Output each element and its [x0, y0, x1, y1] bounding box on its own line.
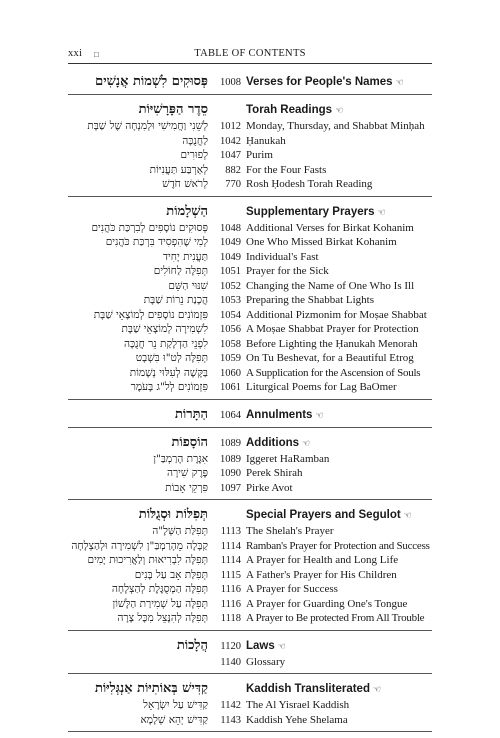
hebrew-title: לִפְנֵי הַדְלָקַת נֵר חֲנֻכָּה [124, 337, 208, 350]
toc-entry[interactable] [68, 699, 432, 714]
english-title: On Tu Beshevat, for a Beautiful Etrog [246, 352, 414, 364]
english-title: Before Lighting the Ḥanukah Menorah [246, 337, 418, 350]
toc-section [68, 101, 432, 197]
toc-entry[interactable] [68, 381, 432, 396]
page-ref: 1008 [220, 77, 241, 88]
page-ref: 1060 [220, 367, 241, 379]
toc-entry[interactable] [68, 656, 432, 671]
hebrew-title: הֲכָנַת נֵרוֹת שַׁבָּת [143, 294, 208, 306]
hebrew-title: בַּקָּשָׁה לְעִלּוּי נְשָׁמוֹת [129, 366, 208, 379]
english-title: Annulments [246, 408, 313, 421]
page-ref: 1118 [220, 613, 241, 624]
english-title: Kaddish Transliterated [246, 683, 370, 695]
toc-entry[interactable] [68, 540, 432, 555]
page-ref: 1056 [220, 324, 241, 335]
hebrew-title: תַּעֲנִית יָחִיד [162, 250, 208, 263]
page-title: TABLE OF CONTENTS [194, 48, 306, 59]
toc-entry[interactable] [68, 525, 432, 540]
english-title: Supplementary Prayers [246, 205, 375, 218]
page-ref: 1059 [220, 353, 241, 364]
toc-section-heading[interactable] [68, 506, 432, 525]
hebrew-title: לִשְׁמִירָה לְמוֹצָאֵי שַׁבָּת [121, 323, 208, 335]
english-title: Additions [246, 436, 300, 449]
hebrew-title: פִּזְמוֹנִים נוֹסָפִים לְמוֹצָאֵי שַׁבָּת [93, 308, 208, 321]
english-title: Rosh Ḥodesh Torah Reading [246, 178, 373, 190]
hebrew-title: לְפוּרִים [180, 149, 208, 161]
english-title: Ramban's Prayer for Protection and Success [246, 539, 430, 552]
page-ref: 1049 [220, 251, 241, 263]
toc-section-heading[interactable] [68, 637, 432, 656]
toc-entry[interactable] [68, 164, 432, 179]
english-title: Special Prayers and Segulot [246, 509, 401, 521]
hebrew-title: הוֹסָפוֹת [171, 434, 208, 450]
english-title: Monday, Thursday, and Shabbat Minḥah [246, 120, 425, 132]
page-ref: 1114 [220, 555, 241, 566]
page-ref: 1097 [220, 482, 241, 494]
toc-entry[interactable] [68, 352, 432, 367]
hebrew-title: אִגֶּרֶת הָרַמְבַּ"ן [153, 452, 208, 465]
english-title: A Prayer for Guarding One's Tongue [246, 597, 408, 610]
hebrew-title: פִּזְמוֹנִים לְל"ג בָּעֹמֶר [130, 381, 208, 393]
pointing-hand-icon: ☜ [302, 438, 311, 449]
english-title: A Prayer for Health and Long Life [246, 554, 399, 566]
page-ref: 1090 [220, 468, 241, 479]
english-title: Verses for People's Names [246, 76, 393, 88]
toc-section [68, 637, 432, 675]
hebrew-title: תְּפִלָּה הַמְסֻגֶּלֶת לְהַצְלָחָה [111, 583, 208, 595]
page-ref: 1051 [220, 266, 241, 277]
english-title: Changing the Name of One Who Is Ill [246, 279, 415, 292]
toc-entry[interactable] [68, 714, 432, 729]
english-title: Ḥanukah [246, 134, 286, 147]
page-ref: 1089 [220, 437, 241, 449]
toc-section [68, 406, 432, 428]
toc-entry[interactable] [68, 612, 432, 627]
toc-entry[interactable] [68, 367, 432, 382]
english-title: A Father's Prayer for His Children [246, 568, 397, 581]
page-ref: 1113 [220, 526, 241, 537]
toc-section-heading[interactable] [68, 73, 432, 91]
toc-section-heading[interactable] [68, 101, 432, 120]
hebrew-title: הַתָּרוֹת [174, 406, 208, 422]
toc-entry[interactable] [68, 554, 432, 569]
page-ref: 1116 [220, 584, 241, 595]
english-title: Pirke Avot [246, 481, 293, 494]
english-title: Additional Verses for Birkat Kohanim [246, 221, 414, 234]
toc-entry[interactable] [68, 178, 432, 193]
english-title: Prayer for the Sick [246, 265, 329, 277]
hebrew-title: הַשְׁלָמוֹת [166, 203, 208, 219]
pointing-hand-icon: ☜ [395, 78, 404, 88]
hebrew-title: תְּפִלָּה לְט"וּ בִּשְׁבָט [135, 352, 208, 364]
toc-section [68, 203, 432, 400]
english-title: Additional Pizmonim for Moṣae Shabbat [246, 308, 427, 321]
hebrew-title: תְּפִלָּה לַחוֹלִים [153, 265, 208, 277]
toc-entry[interactable] [68, 294, 432, 309]
toc-section [68, 506, 432, 631]
page-ref: 1142 [220, 700, 241, 711]
hebrew-title: תְּפִלָּה עַל שְׁמִירַת הַלָּשׁוֹן [112, 597, 208, 610]
toc-section [68, 73, 432, 95]
toc-section-heading[interactable] [68, 406, 432, 424]
pointing-hand-icon: ☜ [335, 106, 344, 116]
pointing-hand-icon: ☜ [403, 511, 412, 521]
header-rule [68, 63, 432, 64]
pointing-hand-icon: ☜ [377, 207, 386, 218]
toc-section [68, 434, 432, 501]
toc-entry[interactable] [68, 583, 432, 598]
english-title: Individual's Fast [246, 250, 319, 263]
toc-entry[interactable] [68, 453, 432, 468]
toc-entry[interactable] [68, 236, 432, 251]
hebrew-title: פִּרְקֵי אָבוֹת [165, 481, 208, 494]
toc-entry[interactable] [68, 467, 432, 482]
english-title: One Who Missed Birkat Kohanim [246, 236, 397, 248]
english-title: Kaddish Yehe Shelama [246, 713, 348, 726]
toc-entry[interactable] [68, 120, 432, 135]
toc-entry[interactable] [68, 323, 432, 338]
page-ref: 1143 [220, 714, 241, 726]
english-title: Preparing the Shabbat Lights [246, 294, 375, 306]
toc-entry[interactable] [68, 482, 432, 497]
english-title: A Supplication for the Ascension of Souls [246, 366, 421, 379]
hebrew-title: פְּסוּקִים נוֹסָפִים לְבִרְכַּת כֹּהֲנִים [91, 221, 208, 234]
hebrew-title: קַבָּלָה מֵהָרַמְבַּ"ן לִשְׁמִירָה וּלְהַצְלָחָה [71, 539, 208, 552]
hebrew-title: שִׁנּוּי הַשֵּׁם [168, 279, 208, 292]
hebrew-title: תְּפִלּוֹת וּסְגֻלּוֹת [138, 507, 208, 522]
page-ref: 1064 [220, 409, 241, 421]
english-title: Laws [246, 639, 275, 652]
page-ref: 1049 [220, 237, 241, 248]
english-title: The Al Yisrael Kaddish [246, 699, 350, 711]
page-ref: 1042 [220, 135, 241, 147]
page-ref: 1061 [220, 382, 241, 393]
english-title: A Prayer for Success [246, 583, 338, 595]
page-ref: 1115 [220, 569, 241, 581]
toc-entry[interactable] [68, 149, 432, 164]
pointing-hand-icon: ☜ [372, 685, 382, 695]
hebrew-title: תְּפִלָּה לְהִנָּצֵל מִכָּל צָרָה [117, 612, 208, 624]
page-ref: 1047 [220, 150, 241, 161]
hebrew-title: לְשֵׁנִי וַחֲמִישִׁי וּלְמִנְחָה שֶׁל שַׁבָּת [87, 120, 208, 132]
toc-section-heading[interactable] [68, 203, 432, 222]
english-title: Glossary [246, 655, 286, 668]
hebrew-title: פֶּרֶק שִׁירָה [166, 467, 208, 479]
toc-entry[interactable] [68, 569, 432, 584]
page-ref: 1058 [220, 338, 241, 350]
english-title: A Moṣae Shabbat Prayer for Protection [246, 323, 419, 335]
page-ref: 1140 [220, 656, 241, 668]
toc-entry[interactable] [68, 265, 432, 280]
hebrew-title: לְרֹאשׁ חֹדֶשׁ [162, 178, 208, 190]
box-icon: □ [94, 50, 100, 59]
page-ref: 1012 [220, 121, 241, 132]
hebrew-title: לְמִי שֶׁהִפְסִיד בִּרְכַּת כֹּהֲנִים [105, 236, 208, 248]
pointing-hand-icon: ☜ [277, 641, 286, 652]
english-title: Perek Shirah [246, 467, 303, 479]
toc-entry[interactable] [68, 338, 432, 353]
page-ref: 1048 [220, 222, 241, 234]
toc-section-heading[interactable] [68, 434, 432, 453]
english-title: Iggeret HaRamban [246, 452, 330, 465]
pointing-hand-icon: ☜ [315, 410, 324, 421]
english-title: Torah Readings [246, 104, 333, 116]
toc-section [68, 680, 432, 732]
english-title: A Prayer to Be protected From All Trouble [246, 612, 425, 624]
hebrew-title: הֲלָכוֹת [176, 637, 208, 653]
hebrew-title: פְּסוּקִים לִשְׁמוֹת אֲנָשִׁים [95, 74, 208, 89]
page-ref: 1114 [220, 540, 241, 552]
page-ref: 1054 [220, 309, 241, 321]
page-number: xxi [68, 48, 83, 59]
hebrew-title: קַדִּישׁ בְּאוֹתִיּוֹת אַנְגְּלִיּוֹת [94, 681, 208, 696]
table-of-contents [68, 73, 432, 738]
toc-entry[interactable] [68, 222, 432, 237]
running-header [68, 48, 432, 62]
toc-entry[interactable] [68, 309, 432, 324]
toc-entry[interactable] [68, 251, 432, 266]
toc-entry[interactable] [68, 135, 432, 150]
hebrew-title: תְּפִלָּה לִבְרִיאוּת וְלַאֲרִיכוּת יָמִים [87, 554, 208, 566]
hebrew-title: לַחֲנֻכָּה [182, 134, 208, 147]
hebrew-title: תְּפִלַּת אָב עַל בָּנִים [134, 568, 208, 581]
english-title: The Shelah's Prayer [246, 525, 334, 537]
hebrew-title: לְאַרְבַּע תַּעֲנִיּוֹת [149, 163, 208, 176]
hebrew-title: סֵדֶר הַפָּרָשִׁיּוֹת [138, 102, 208, 117]
hebrew-title: קַדִּישׁ עַל יִשְׂרָאֵל [143, 699, 208, 711]
page-ref: 1089 [220, 453, 241, 465]
english-title: For the Four Fasts [246, 163, 327, 176]
page-ref: 882 [225, 164, 241, 176]
page-ref: 1052 [220, 280, 241, 292]
english-title: Purim [246, 149, 273, 161]
hebrew-title: תְּפִלַּת הַשְּׁלָ"ה [152, 525, 208, 537]
page-ref: 1116 [220, 598, 241, 610]
page-ref: 1120 [220, 640, 241, 652]
english-title: Liturgical Poems for Lag BaOmer [246, 381, 397, 393]
toc-entry[interactable] [68, 598, 432, 613]
hebrew-title: קַדִּישׁ יְהֵא שְׁלָמָא [140, 713, 208, 726]
toc-entry[interactable] [68, 280, 432, 295]
page-ref: 1053 [220, 295, 241, 306]
page-ref: 770 [225, 179, 241, 190]
